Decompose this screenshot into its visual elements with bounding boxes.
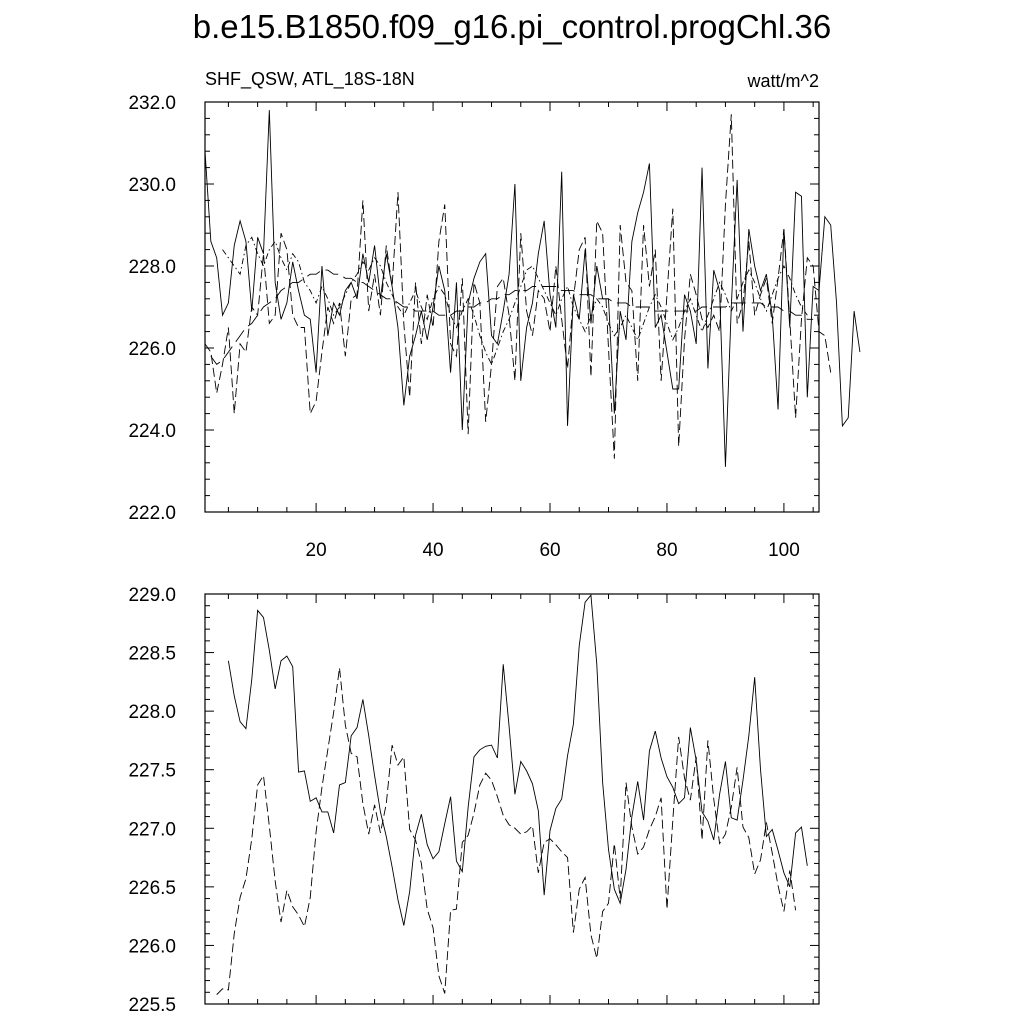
y-tick-label: 226.0 (128, 936, 176, 958)
y-tick-label: 229.0 (128, 585, 176, 606)
plot-frame (205, 594, 819, 1004)
y-tick-label: 232.0 (128, 93, 176, 114)
y-tick-label: 224.0 (128, 421, 176, 442)
x-tick-label: 20 (305, 540, 327, 561)
y-tick-label: 227.5 (128, 760, 176, 782)
bottom-chart (128, 585, 819, 1016)
x-tick-label: 80 (656, 540, 678, 561)
top-chart (128, 69, 859, 561)
y-tick-label: 225.5 (128, 995, 176, 1016)
y-tick-label: 227.0 (128, 819, 176, 841)
y-tick-label: 228.0 (128, 257, 176, 278)
y-tick-label: 230.0 (128, 175, 176, 196)
y-tick-label: 226.0 (128, 339, 176, 360)
series-line-solid (205, 110, 860, 467)
x-tick-label: 100 (768, 540, 800, 561)
y-tick-label: 222.0 (128, 503, 176, 524)
series-line-dashed (217, 668, 796, 995)
page-title: b.e15.B1850.f09_g16.pi_control.progChl.36 (192, 8, 832, 45)
x-tick-label: 60 (539, 540, 561, 561)
y-tick-label: 226.5 (128, 877, 176, 899)
x-tick-label: 40 (422, 540, 444, 561)
top-chart-units-label: watt/m^2 (747, 71, 819, 91)
series-line-solid (228, 595, 807, 925)
top-chart-left-label: SHF_QSW, ATL_18S-18N (205, 69, 415, 89)
y-tick-label: 228.0 (128, 702, 176, 724)
plot-frame (205, 102, 819, 512)
y-tick-label: 228.5 (128, 643, 176, 665)
